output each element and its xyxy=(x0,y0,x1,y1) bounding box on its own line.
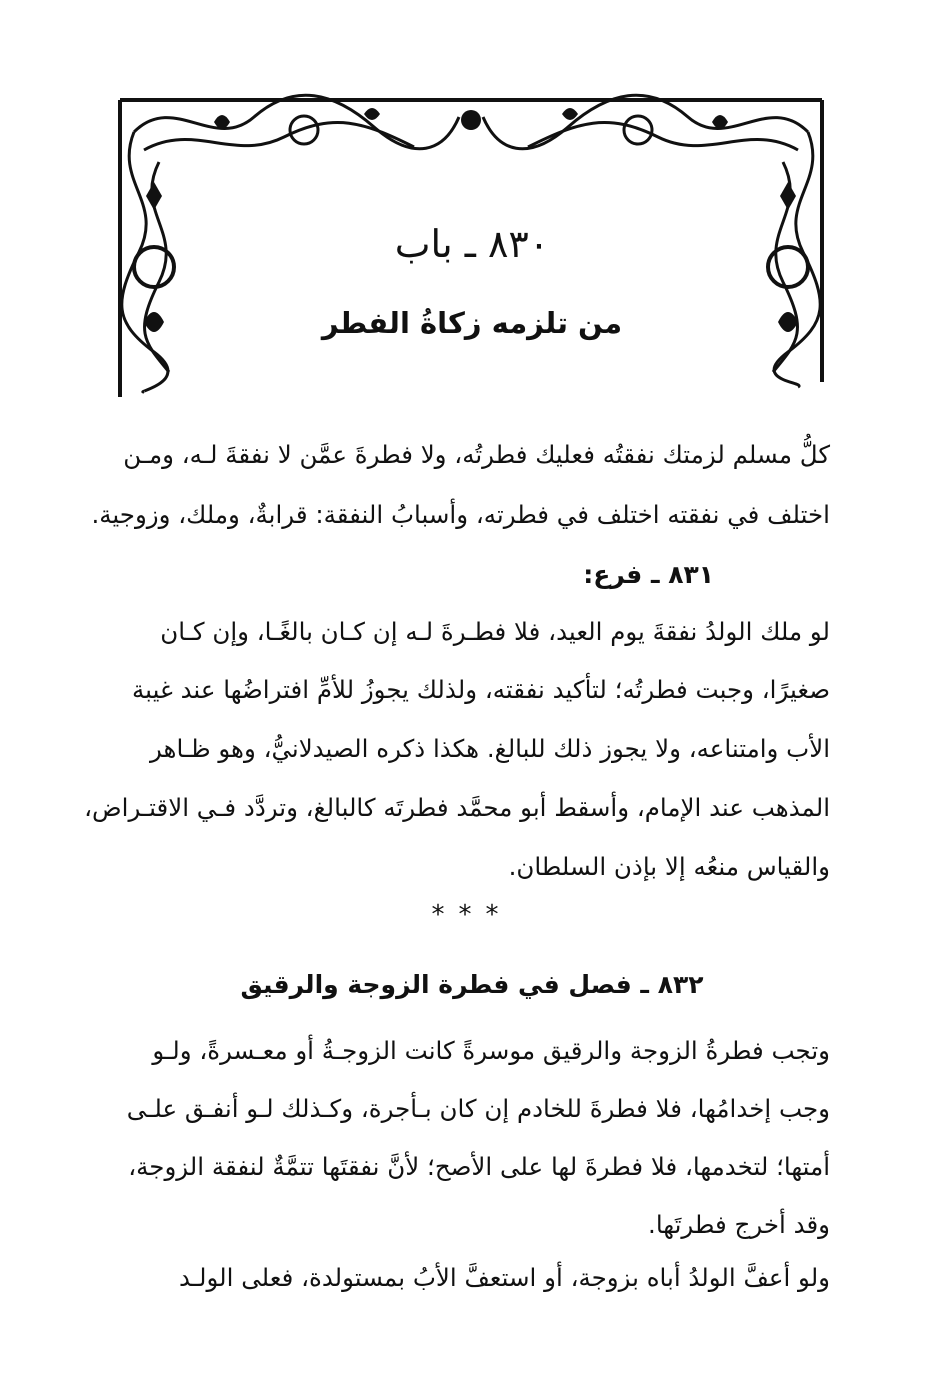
text-line: المذهب عند الإمام، وأسقط أبو محمَّد فطرتَه كالبالغ، وتردَّد فـي الاقتـراض، xyxy=(84,793,830,822)
chapter-number-title: ٨٣٠ ـ باب xyxy=(394,222,550,266)
chapter-subtitle: من تلزمه زكاةُ الفطر xyxy=(321,306,623,340)
far-heading: ٨٣١ ـ فرع: xyxy=(583,560,714,589)
text-line: والقياس منعُه إلا بإذن السلطان. xyxy=(508,852,830,881)
text-line: لو ملك الولدُ نفقةَ يوم العيد، فلا فطـرةَ لـه إن كـان بالغًـا، وإن كـان xyxy=(160,617,830,646)
text-line: صغيرًا، وجبت فطرتُه؛ لتأكيد نفقته، ولذلك يجوزُ للأمِّ افتراضُها عند غيبة xyxy=(132,675,830,704)
text-line: اختلف في نفقته اختلف في فطرته، وأسبابُ النفقة: قرابةٌ، وملك، وزوجية. xyxy=(91,500,830,529)
fasl-heading: ٨٣٢ ـ فصل في فطرة الزوجة والرقيق xyxy=(240,970,704,999)
text-line: الأب وامتناعه، ولا يجوز ذلك للبالغ. هكذا ذكره الصيدلانيُّ، وهو ظـاهر xyxy=(150,734,830,763)
text-line: كلُّ مسلم لزمتك نفقتُه فعليك فطرتُه، ولا فطرةَ عمَّن لا نفقةَ لـه، ومـن xyxy=(123,440,830,469)
text-line: أمتها؛ لتخدمها، فلا فطرةَ لها على الأصح؛ لأنَّ نفقتَها تتمَّةٌ لنفقة الزوجة، xyxy=(128,1152,830,1181)
intro-paragraph xyxy=(91,440,830,540)
text-line: ولو أعفَّ الولدُ أباه بزوجة، أو استعفَّ الأبُ بمستولدة، فعلى الولـد xyxy=(179,1263,830,1292)
text-line: وتجب فطرةُ الزوجة والرقيق موسرةً كانت الزوجـةُ أو معـسرةً، ولـو xyxy=(152,1036,830,1065)
last-paragraph xyxy=(115,1263,830,1323)
fasl-paragraph xyxy=(115,1036,830,1239)
text-line: وجب إخدامُها، فلا فطرةَ للخادم إن كان بـأجرة، وكـذلك لـو أنفـق علـى xyxy=(126,1094,830,1123)
section-separator: *** xyxy=(431,900,513,930)
far-paragraph xyxy=(84,617,830,881)
text-line: وقد أخرج فطرتَها. xyxy=(648,1210,830,1239)
